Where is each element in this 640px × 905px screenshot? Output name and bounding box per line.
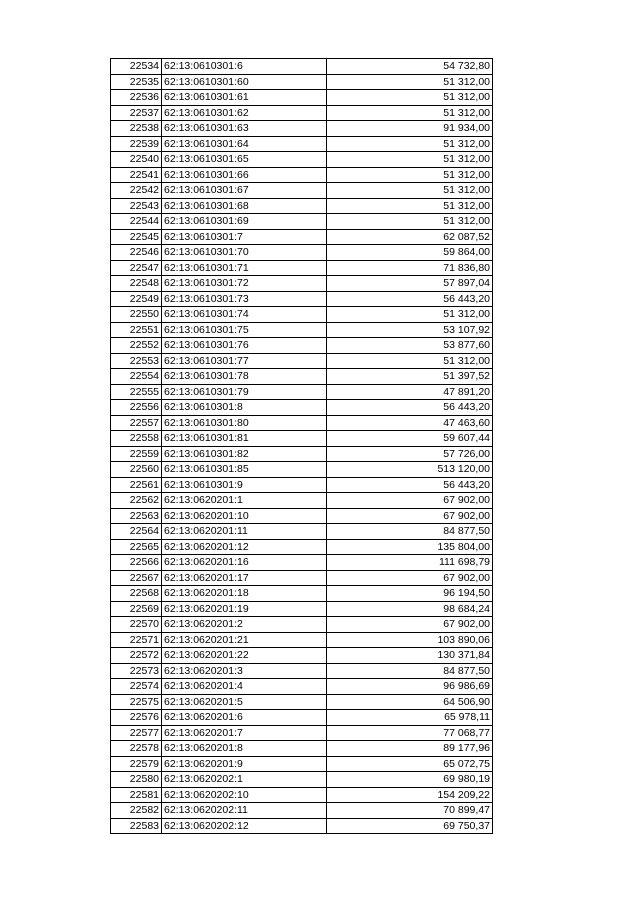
- table-row: [111, 183, 493, 199]
- cadastral-number-cell: 62:13:0610301:68: [162, 198, 327, 214]
- cadastral-value-cell: 59 607,44: [327, 431, 493, 447]
- cadastral-number-cell: 62:13:0620201:4: [162, 679, 327, 695]
- table-row: [111, 136, 493, 152]
- cadastral-value-cell: 513 120,00: [327, 462, 493, 478]
- table-row: [111, 59, 493, 75]
- row-number-cell: 22546: [111, 245, 162, 261]
- cadastral-number-cell: 62:13:0620201:8: [162, 741, 327, 757]
- row-number-cell: 22566: [111, 555, 162, 571]
- cadastral-value-cell: 67 902,00: [327, 493, 493, 509]
- table-row: [111, 710, 493, 726]
- row-number-cell: 22555: [111, 384, 162, 400]
- row-number-cell: 22575: [111, 694, 162, 710]
- row-number-cell: 22540: [111, 152, 162, 168]
- cadastral-number-cell: 62:13:0620201:17: [162, 570, 327, 586]
- row-number-cell: 22551: [111, 322, 162, 338]
- cadastral-number-cell: 62:13:0620201:6: [162, 710, 327, 726]
- table-row: [111, 415, 493, 431]
- cadastral-value-cell: 51 312,00: [327, 198, 493, 214]
- table-row: [111, 756, 493, 772]
- cadastral-number-cell: 62:13:0610301:78: [162, 369, 327, 385]
- row-number-cell: 22547: [111, 260, 162, 276]
- cadastral-value-cell: 130 371,84: [327, 648, 493, 664]
- row-number-cell: 22580: [111, 772, 162, 788]
- cadastral-number-cell: 62:13:0620202:1: [162, 772, 327, 788]
- row-number-cell: 22552: [111, 338, 162, 354]
- cadastral-value-cell: 69 980,19: [327, 772, 493, 788]
- cadastral-number-cell: 62:13:0610301:74: [162, 307, 327, 323]
- cadastral-number-cell: 62:13:0620202:10: [162, 787, 327, 803]
- cadastral-value-cell: 57 897,04: [327, 276, 493, 292]
- row-number-cell: 22573: [111, 663, 162, 679]
- cadastral-number-cell: 62:13:0610301:60: [162, 74, 327, 90]
- row-number-cell: 22559: [111, 446, 162, 462]
- row-number-cell: 22581: [111, 787, 162, 803]
- cadastral-number-cell: 62:13:0620201:19: [162, 601, 327, 617]
- cadastral-value-cell: 51 312,00: [327, 307, 493, 323]
- row-number-cell: 22557: [111, 415, 162, 431]
- cadastral-number-cell: 62:13:0610301:8: [162, 400, 327, 416]
- row-number-cell: 22541: [111, 167, 162, 183]
- table-row: [111, 632, 493, 648]
- cadastral-number-cell: 62:13:0610301:71: [162, 260, 327, 276]
- cadastral-number-cell: 62:13:0610301:67: [162, 183, 327, 199]
- table-row: [111, 539, 493, 555]
- table-row: [111, 307, 493, 323]
- cadastral-value-cell: 51 312,00: [327, 353, 493, 369]
- table-row: [111, 198, 493, 214]
- cadastral-value-cell: 96 986,69: [327, 679, 493, 695]
- table-row: [111, 524, 493, 540]
- cadastral-value-cell: 51 312,00: [327, 74, 493, 90]
- table-body: [111, 59, 493, 834]
- row-number-cell: 22556: [111, 400, 162, 416]
- cadastral-value-cell: 67 902,00: [327, 617, 493, 633]
- cadastral-number-cell: 62:13:0610301:79: [162, 384, 327, 400]
- cadastral-value-cell: 51 312,00: [327, 136, 493, 152]
- row-number-cell: 22576: [111, 710, 162, 726]
- cadastral-value-cell: 154 209,22: [327, 787, 493, 803]
- cadastral-value-cell: 51 312,00: [327, 90, 493, 106]
- table-row: [111, 663, 493, 679]
- cadastral-value-cell: 57 726,00: [327, 446, 493, 462]
- cadastral-number-cell: 62:13:0620201:18: [162, 586, 327, 602]
- cadastral-value-cell: 96 194,50: [327, 586, 493, 602]
- row-number-cell: 22539: [111, 136, 162, 152]
- row-number-cell: 22572: [111, 648, 162, 664]
- cadastral-number-cell: 62:13:0620201:3: [162, 663, 327, 679]
- cadastral-value-cell: 69 750,37: [327, 818, 493, 834]
- table-row: [111, 431, 493, 447]
- table-row: [111, 260, 493, 276]
- cadastral-number-cell: 62:13:0610301:69: [162, 214, 327, 230]
- table-row: [111, 446, 493, 462]
- table-row: [111, 214, 493, 230]
- cadastral-number-cell: 62:13:0620201:9: [162, 756, 327, 772]
- cadastral-number-cell: 62:13:0620201:12: [162, 539, 327, 555]
- cadastral-number-cell: 62:13:0610301:65: [162, 152, 327, 168]
- row-number-cell: 22569: [111, 601, 162, 617]
- table-row: [111, 493, 493, 509]
- table-row: [111, 369, 493, 385]
- cadastral-number-cell: 62:13:0610301:80: [162, 415, 327, 431]
- row-number-cell: 22567: [111, 570, 162, 586]
- cadastral-number-cell: 62:13:0610301:75: [162, 322, 327, 338]
- table-row: [111, 353, 493, 369]
- cadastral-value-cell: 53 107,92: [327, 322, 493, 338]
- cadastral-number-cell: 62:13:0610301:64: [162, 136, 327, 152]
- cadastral-value-cell: 111 698,79: [327, 555, 493, 571]
- row-number-cell: 22563: [111, 508, 162, 524]
- cadastral-number-cell: 62:13:0620201:16: [162, 555, 327, 571]
- cadastral-value-cell: 67 902,00: [327, 508, 493, 524]
- cadastral-value-cell: 64 506,90: [327, 694, 493, 710]
- cadastral-number-cell: 62:13:0610301:76: [162, 338, 327, 354]
- table-row: [111, 477, 493, 493]
- cadastral-value-cell: 98 684,24: [327, 601, 493, 617]
- row-number-cell: 22553: [111, 353, 162, 369]
- table-row: [111, 338, 493, 354]
- cadastral-number-cell: 62:13:0610301:82: [162, 446, 327, 462]
- cadastral-number-cell: 62:13:0620201:7: [162, 725, 327, 741]
- table-row: [111, 105, 493, 121]
- row-number-cell: 22583: [111, 818, 162, 834]
- cadastral-value-cell: 71 836,80: [327, 260, 493, 276]
- table-row: [111, 229, 493, 245]
- cadastral-value-cell: 51 312,00: [327, 152, 493, 168]
- cadastral-number-cell: 62:13:0610301:6: [162, 59, 327, 75]
- cadastral-value-cell: 54 732,80: [327, 59, 493, 75]
- cadastral-number-cell: 62:13:0620202:11: [162, 803, 327, 819]
- row-number-cell: 22558: [111, 431, 162, 447]
- table-row: [111, 555, 493, 571]
- row-number-cell: 22543: [111, 198, 162, 214]
- cadastral-value-cell: 103 890,06: [327, 632, 493, 648]
- row-number-cell: 22560: [111, 462, 162, 478]
- cadastral-number-cell: 62:13:0610301:72: [162, 276, 327, 292]
- cadastral-number-cell: 62:13:0620201:2: [162, 617, 327, 633]
- row-number-cell: 22549: [111, 291, 162, 307]
- cadastral-value-cell: 56 443,20: [327, 400, 493, 416]
- cadastral-number-cell: 62:13:0620201:22: [162, 648, 327, 664]
- table-row: [111, 400, 493, 416]
- table-row: [111, 322, 493, 338]
- row-number-cell: 22570: [111, 617, 162, 633]
- cadastral-number-cell: 62:13:0610301:63: [162, 121, 327, 137]
- table-row: [111, 570, 493, 586]
- row-number-cell: 22582: [111, 803, 162, 819]
- cadastral-value-cell: 53 877,60: [327, 338, 493, 354]
- cadastral-number-cell: 62:13:0610301:7: [162, 229, 327, 245]
- cadastral-value-cell: 56 443,20: [327, 477, 493, 493]
- cadastral-number-cell: 62:13:0610301:77: [162, 353, 327, 369]
- row-number-cell: 22577: [111, 725, 162, 741]
- cadastral-number-cell: 62:13:0610301:66: [162, 167, 327, 183]
- table-row: [111, 245, 493, 261]
- row-number-cell: 22548: [111, 276, 162, 292]
- row-number-cell: 22538: [111, 121, 162, 137]
- table-row: [111, 617, 493, 633]
- cadastral-value-cell: 62 087,52: [327, 229, 493, 245]
- cadastral-value-cell: 77 068,77: [327, 725, 493, 741]
- cadastral-number-cell: 62:13:0620201:5: [162, 694, 327, 710]
- row-number-cell: 22568: [111, 586, 162, 602]
- table-row: [111, 725, 493, 741]
- table-row: [111, 276, 493, 292]
- cadastral-number-cell: 62:13:0610301:85: [162, 462, 327, 478]
- table-row: [111, 787, 493, 803]
- row-number-cell: 22545: [111, 229, 162, 245]
- table-row: [111, 803, 493, 819]
- row-number-cell: 22579: [111, 756, 162, 772]
- table-row: [111, 648, 493, 664]
- cadastral-number-cell: 62:13:0610301:73: [162, 291, 327, 307]
- cadastral-value-cell: 67 902,00: [327, 570, 493, 586]
- cadastral-value-cell: 84 877,50: [327, 663, 493, 679]
- cadastral-value-cell: 47 891,20: [327, 384, 493, 400]
- table-row: [111, 462, 493, 478]
- table-row: [111, 694, 493, 710]
- row-number-cell: 22554: [111, 369, 162, 385]
- row-number-cell: 22562: [111, 493, 162, 509]
- cadastral-number-cell: 62:13:0620201:10: [162, 508, 327, 524]
- row-number-cell: 22574: [111, 679, 162, 695]
- table-row: [111, 167, 493, 183]
- cadastral-value-cell: 51 312,00: [327, 183, 493, 199]
- row-number-cell: 22561: [111, 477, 162, 493]
- cadastral-value-cell: 47 463,60: [327, 415, 493, 431]
- table-row: [111, 291, 493, 307]
- table-row: [111, 601, 493, 617]
- cadastral-value-cell: 65 072,75: [327, 756, 493, 772]
- table-row: [111, 679, 493, 695]
- row-number-cell: 22564: [111, 524, 162, 540]
- cadastral-number-cell: 62:13:0610301:81: [162, 431, 327, 447]
- cadastral-value-cell: 135 804,00: [327, 539, 493, 555]
- row-number-cell: 22535: [111, 74, 162, 90]
- row-number-cell: 22550: [111, 307, 162, 323]
- row-number-cell: 22578: [111, 741, 162, 757]
- cadastral-number-cell: 62:13:0610301:62: [162, 105, 327, 121]
- cadastral-value-cell: 51 312,00: [327, 105, 493, 121]
- row-number-cell: 22537: [111, 105, 162, 121]
- table-row: [111, 741, 493, 757]
- cadastral-value-cell: 65 978,11: [327, 710, 493, 726]
- cadastral-value-cell: 70 899,47: [327, 803, 493, 819]
- cadastral-value-cell: 59 864,00: [327, 245, 493, 261]
- table-row: [111, 90, 493, 106]
- row-number-cell: 22542: [111, 183, 162, 199]
- cadastral-number-cell: 62:13:0620201:21: [162, 632, 327, 648]
- table-row: [111, 818, 493, 834]
- cadastral-value-cell: 51 312,00: [327, 214, 493, 230]
- cadastral-value-cell: 51 312,00: [327, 167, 493, 183]
- cadastral-number-cell: 62:13:0620201:1: [162, 493, 327, 509]
- cadastral-number-cell: 62:13:0620202:12: [162, 818, 327, 834]
- table-row: [111, 121, 493, 137]
- cadastral-value-table: [110, 58, 493, 834]
- cadastral-value-cell: 56 443,20: [327, 291, 493, 307]
- row-number-cell: 22571: [111, 632, 162, 648]
- cadastral-value-cell: 89 177,96: [327, 741, 493, 757]
- table-row: [111, 508, 493, 524]
- row-number-cell: 22534: [111, 59, 162, 75]
- row-number-cell: 22536: [111, 90, 162, 106]
- row-number-cell: 22544: [111, 214, 162, 230]
- table-row: [111, 586, 493, 602]
- cadastral-value-cell: 84 877,50: [327, 524, 493, 540]
- table-row: [111, 152, 493, 168]
- cadastral-value-cell: 51 397,52: [327, 369, 493, 385]
- cadastral-number-cell: 62:13:0610301:70: [162, 245, 327, 261]
- cadastral-number-cell: 62:13:0610301:61: [162, 90, 327, 106]
- table-row: [111, 772, 493, 788]
- cadastral-number-cell: 62:13:0620201:11: [162, 524, 327, 540]
- table-row: [111, 384, 493, 400]
- table-row: [111, 74, 493, 90]
- row-number-cell: 22565: [111, 539, 162, 555]
- cadastral-value-cell: 91 934,00: [327, 121, 493, 137]
- cadastral-number-cell: 62:13:0610301:9: [162, 477, 327, 493]
